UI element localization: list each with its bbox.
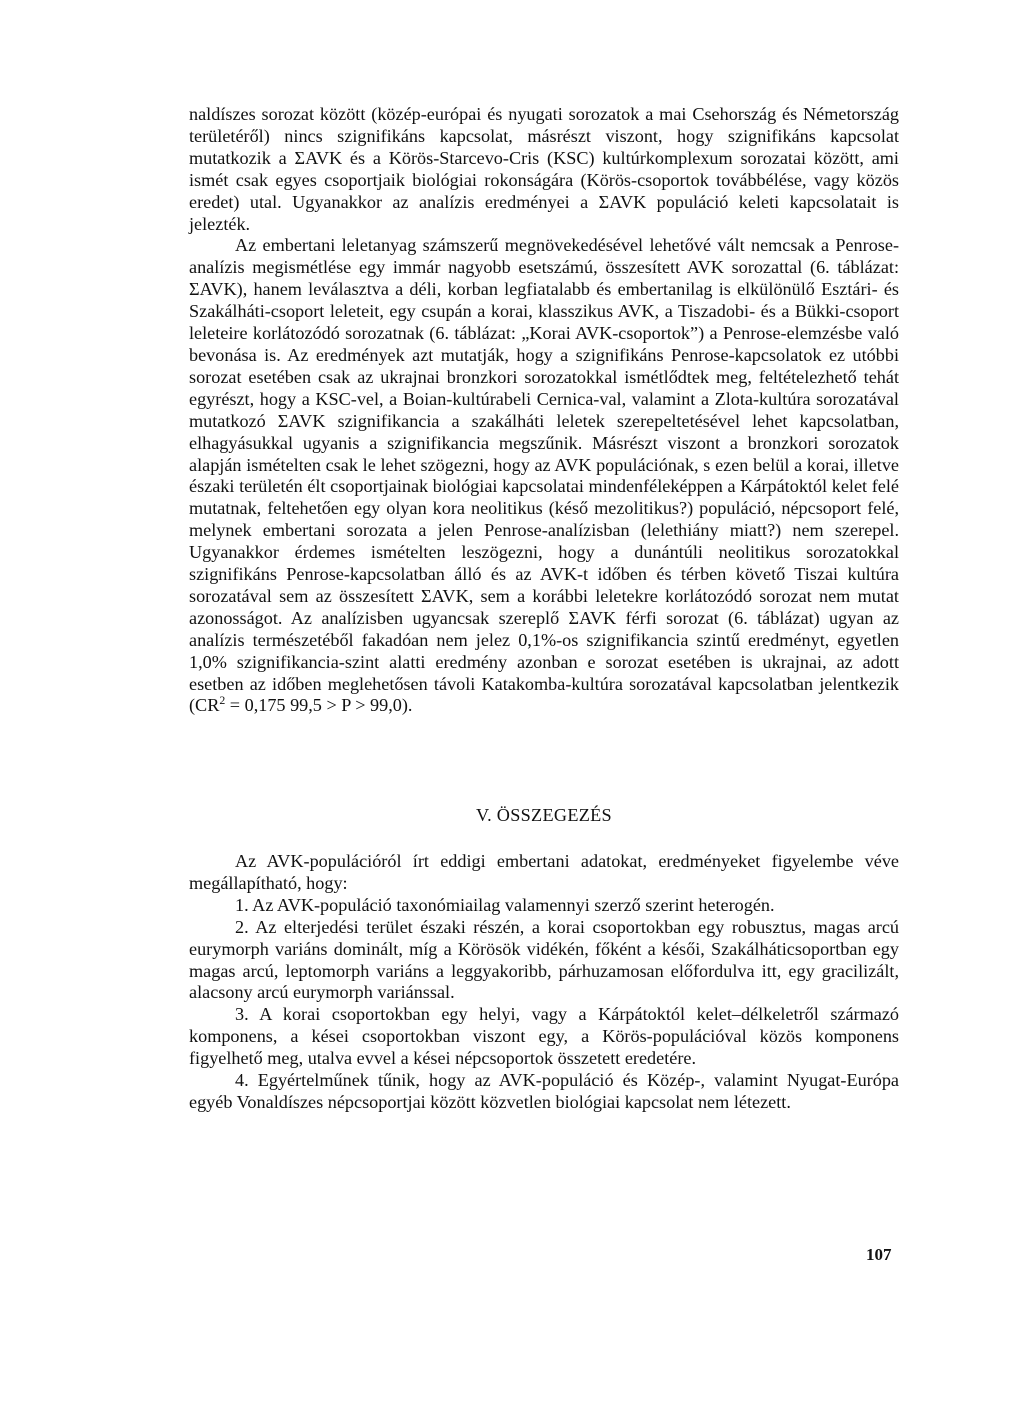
summary-intro: Az AVK-populációról írt eddigi embertani adatokat, eredményeket figyelembe véve megállapítható, hogy: <box>189 851 899 893</box>
summary-item-4: 4. Egyértelműnek tűnik, hogy az AVK-populáció és Közép-, valamint Nyugat-Európa egyéb Vonaldíszes népcsoportjai között közvetlen biológiai kapcsolat nem létezett. <box>189 1070 899 1112</box>
paragraph-penrose-text: Az embertani leletanyag számszerű megnövekedésével lehetővé vált nemcsak a Penrose-analízis megismétlése egy immár nagyobb esetszámú, összesített AVK sorozattal (6. táblázat: ΣAVK), hanem leválasztva a déli, korban legfiatalabb és embertanilag is elkülönülő Esztári- és Szakálháti-csoport leleteit, egy csupán a korai, klasszikus AVK, a Tiszadobi- és a Bükki-csoport leleteire korlátozódó sorozatnak (6. táblázat: „Korai AVK-csoportok”) a Penrose-elemzésbe való bevonása is. Az eredmények azt mutatják, hogy a szignifikáns Penrose-kapcsolatok ez utóbbi sorozat esetében csak az ukrajnai bronzkori sorozatokkal ismétlődtek meg, feltételezhető tehát egyrészt, hogy a KSC-vel, a Boian-kultúrabeli Cernica-val, valamint a Zlota-kultúra sorozatával mutatkozó ΣAVK szignifikancia a szakálháti leletek szerepeltetésével lehet kapcsolatban, elhagyásukkal ugyanis a szignifikancia megszűnik. Másrészt viszont a bronzkori sorozatok alapján ismételten csak le lehet szögezni, hogy az AVK populációnak, s ezen belül a korai, illetve északi területén élt csoportjainak biológiai kapcsolatai mindenféleképpen a Kárpátoktól kelet felé mutatnak, feltehetően egy olyan kora neolitikus (késő mezolitikus?) populáció, népcsoport felé, melynek embertani sorozata a jelen Penrose-analízisban (lelethiány miatt?) nem szerepel. Ugyanakkor érdemes ismételten leszögezni, hogy a dunántúli neolitikus sorozatokkal szignifikáns Penrose-kapcsolatban álló és az AVK-t időben és térben követő Tiszai kultúra sorozatával sem az összesített ΣAVK, sem a korábbi leletekre korlátozódó sorozat nem mutat azonosságot. Az analízisben ugyancsak szereplő ΣAVK férfi sorozat (6. táblázat) ugyan az analízis természetéből fakadóan nem jelez 0,1%-os szignifikancia szintű eredményt, egyetlen 1,0% szignifikancia-szint alatti eredmény azonban e sorozat esetében is ukrajnai, az adott esetben az időben meglehetősen távoli Katakomba-kultúra sorozatával kapcsolatban jelentkezik (CR <box>189 235 899 716</box>
summary-text-block <box>189 851 899 1114</box>
main-text-block <box>189 104 899 717</box>
summary-item-2: 2. Az elterjedési terület északi részén, a korai csoportokban egy robusztus, magas arcú eurymorph variáns dominált, míg a Körösök vidékén, főként a késői, Szakálháticsoportban egy magas arcú, leptomorph variáns a leggyakoribb, párhuzamosan előfordulva itt, egy gracilizált, alacsony arcú eurymorph variánssal. <box>189 916 899 1003</box>
summary-item-1: 1. Az AVK-populáció taxonómiailag valamennyi szerző szerint heterogén. <box>235 894 775 915</box>
paragraph-continuation: naldíszes sorozat között (közép-európai és nyugati sorozatok a mai Csehország és Németország területéről) nincs szignifikáns kapcsolat, másrészt viszont, hogy szignifikáns kapcsolat mutatkozik a ΣAVK és a Körös-Starcevo-Cris (KSC) kultúrkomplexum sorozatai között, ami ismét csak egyes csoportjaik biológiai rokonságára (Körös-csoportok továbbélése, vagy közös eredet) utal. Ugyanakkor az analízis eredményei a ΣAVK populáció keleti kapcsolatait is jelezték. <box>189 104 899 234</box>
paragraph-penrose-analysis <box>189 235 899 717</box>
paragraph-penrose-tail: = 0,175 99,5 > P > 99,0). <box>225 695 413 716</box>
cr-superscript: 2 <box>219 693 226 708</box>
section-heading: V. ÖSSZEGEZÉS <box>476 805 612 825</box>
page-number: 107 <box>866 1245 892 1264</box>
summary-item-3: 3. A korai csoportokban egy helyi, vagy a Kárpátoktól kelet–délkeletről származó komponens, a kései csoportokban viszont egy, a Körös-populációval közös komponens figyelhető meg, utalva evvel a kései népcsoportok összetett eredetére. <box>189 1004 899 1069</box>
